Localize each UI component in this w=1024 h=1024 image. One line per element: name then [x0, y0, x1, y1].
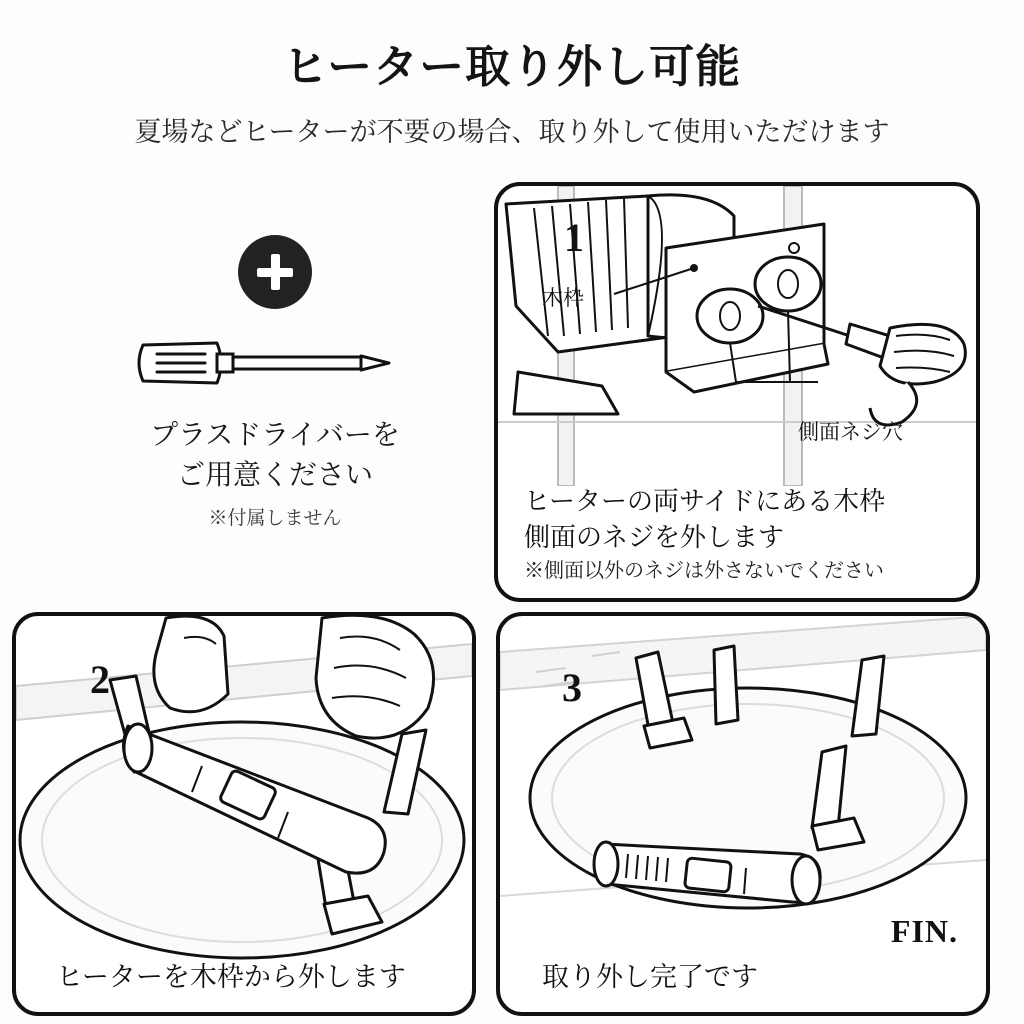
step-3-panel — [496, 612, 990, 1016]
tool-note: ※付属しません — [208, 507, 342, 529]
page-subtitle: 夏場などヒーターが不要の場合、取り外して使用いただけます — [134, 117, 890, 147]
tool-label-line2: ご用意ください — [176, 458, 373, 490]
step-3-fin-label: FIN. — [890, 913, 958, 949]
step-2-panel — [12, 612, 476, 1016]
step-2-illustration — [16, 616, 472, 1012]
step-3-number: 3 — [562, 665, 582, 710]
screwdriver-icon — [125, 323, 425, 403]
step-2-caption: ヒーターを木枠から外します — [56, 962, 406, 992]
step-1-caption — [524, 484, 976, 556]
step-3-caption: 取り外し完了です — [542, 962, 758, 992]
tool-label-line1: プラスドライバーを — [150, 419, 400, 450]
step-1-panel — [494, 182, 980, 602]
label-side-screw-hole: 側面ネジ穴 — [798, 421, 903, 444]
page-title: ヒーター取り外し可能 — [282, 41, 742, 92]
step-1-number: 1 — [564, 215, 584, 260]
step-1-caption-line2: 側面のネジを外します — [524, 521, 785, 552]
label-wooden-frame: 木枠 — [542, 287, 584, 310]
plus-screwdriver-icon — [238, 235, 312, 309]
step-1-note: ※側面以外のネジは外さないでください — [524, 560, 884, 582]
step-1-caption-line1: ヒーターの両サイドにある木枠 — [524, 486, 886, 516]
step-2-number: 2 — [90, 657, 110, 702]
tool-requirement-block — [80, 235, 470, 530]
